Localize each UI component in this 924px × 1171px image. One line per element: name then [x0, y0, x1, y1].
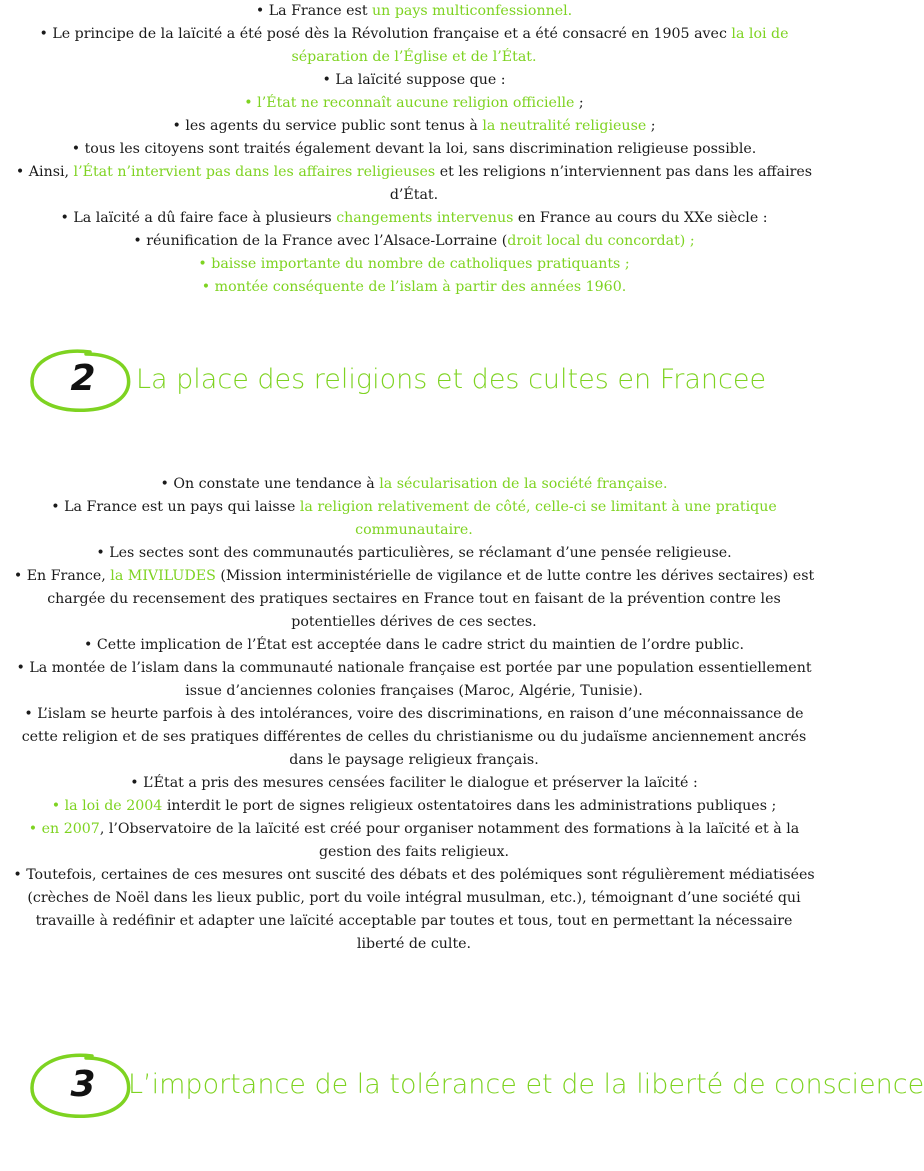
- highlight-text: • la loi de 2004: [51, 798, 163, 814]
- highlight-text: la MIVILUDES: [110, 568, 216, 584]
- bullet-item: • tous les citoyens sont traités également devant la loi, sans discrimination religieuse possible.: [71, 141, 757, 157]
- highlight-text: la neutralité religieuse: [482, 118, 647, 134]
- bullet-item: • La laïcité suppose que :: [322, 72, 506, 88]
- highlight-text: • montée conséquente de l’islam à partir des années 1960.: [201, 279, 627, 295]
- bullet-item: • La montée de l’islam dans la communauté nationale française est portée par une population essentiellement issue d’anciennes colonies françaises (Maroc, Algérie, Tunisie).: [16, 660, 812, 699]
- highlight-text: la sécularisation de la société française.: [379, 476, 668, 492]
- section-2-heading: [28, 346, 828, 416]
- bullet-item: • L’État a pris des mesures censées faciliter le dialogue et préserver la laïcité :: [130, 775, 698, 791]
- bullet-item: • La France est un pays multiconfessionnel.: [255, 3, 573, 19]
- highlight-text: • baisse importante du nombre de catholiques pratiquants ;: [198, 256, 630, 272]
- highlight-text: un pays multiconfessionnel.: [372, 3, 573, 19]
- highlight-text: changements intervenus: [336, 210, 514, 226]
- section-3-title: L’importance de la tolérance et de la liberté de conscience: [128, 1069, 924, 1100]
- bullet-item: • La France est un pays qui laisse la religion relativement de côté, celle-ci se limitant à une pratique communautaire.: [51, 499, 777, 538]
- section-3-number: 3: [70, 1064, 96, 1105]
- highlight-text: l’État n’intervient pas dans les affaires religieuses: [73, 164, 436, 180]
- bullet-item: • Le principe de la laïcité a été posé dès la Révolution française et a été consacré en 1905 avec la loi de séparation de l’Église et de l’État.: [39, 26, 789, 65]
- bullet-item: [12, 253, 816, 276]
- highlight-text: la religion relativement de côté, celle-ci se limitant à une pratique communautaire.: [299, 499, 777, 538]
- section-2-text: [12, 473, 816, 956]
- highlight-text: • l’État ne reconnaît aucune religion officielle: [244, 95, 575, 111]
- bullet-item: • L’islam se heurte parfois à des intolérances, voire des discriminations, en raison d’une méconnaissance de cette religion et de ses pratiques différentes de celles du christianisme ou du judaïsme anciennement ancrés dans le paysage religieux français.: [21, 706, 807, 768]
- section-2-title: La place des religions et des cultes en Francee: [136, 364, 767, 395]
- bullet-item: • l’État ne reconnaît aucune religion officielle ;: [244, 95, 584, 111]
- section-3-heading: [28, 1050, 924, 1120]
- highlight-text: la loi de séparation de l’Église et de l’État.: [291, 26, 789, 65]
- section-1-text: [12, 0, 816, 299]
- bullet-item: • Ainsi, l’État n’intervient pas dans les affaires religieuses et les religions n’interviennent pas dans les affaires d’État.: [15, 164, 813, 203]
- bullet-item: • En France, la MIVILUDES (Mission interministérielle de vigilance et de lutte contre les dérives sectaires) est chargée du recensement des pratiques sectaires en France tout en faisant de la prévention contre les potentielles dérives de ces sectes.: [13, 568, 815, 630]
- bullet-item: • les agents du service public sont tenus à la neutralité religieuse ;: [172, 118, 656, 134]
- bullet-item: [12, 276, 816, 299]
- highlight-text: droit local du concordat) ;: [507, 233, 695, 249]
- section-2-number: 2: [70, 358, 96, 399]
- bullet-item: • On constate une tendance à la sécularisation de la société française.: [160, 476, 668, 492]
- bullet-item: • en 2007, l’Observatoire de la laïcité est créé pour organiser notamment des formations à la laïcité et à la gestion des faits religieux.: [28, 821, 800, 860]
- bullet-item: • Cette implication de l’État est acceptée dans le cadre strict du maintien de l’ordre public.: [83, 637, 744, 653]
- highlight-text: • en 2007: [28, 821, 100, 837]
- bullet-item: • Toutefois, certaines de ces mesures ont suscité des débats et des polémiques sont régulièrement médiatisées (crèches de Noël dans les lieux public, port du voile intégral musulman, etc.), témoignant d’une société qui travaille à redéfinir et adapter une laïcité acceptable par toutes et tous, tout en permettant la nécessaire liberté de culte.: [13, 867, 815, 952]
- bullet-item: • la loi de 2004 interdit le port de signes religieux ostentatoires dans les administrations publiques ;: [51, 798, 777, 814]
- bullet-item: • Les sectes sont des communautés particulières, se réclamant d’une pensée religieuse.: [96, 545, 732, 561]
- bullet-item: • La laïcité a dû faire face à plusieurs changements intervenus en France au cours du XXe siècle :: [60, 210, 768, 226]
- bullet-item: • réunification de la France avec l’Alsace-Lorraine (droit local du concordat) ;: [133, 233, 695, 249]
